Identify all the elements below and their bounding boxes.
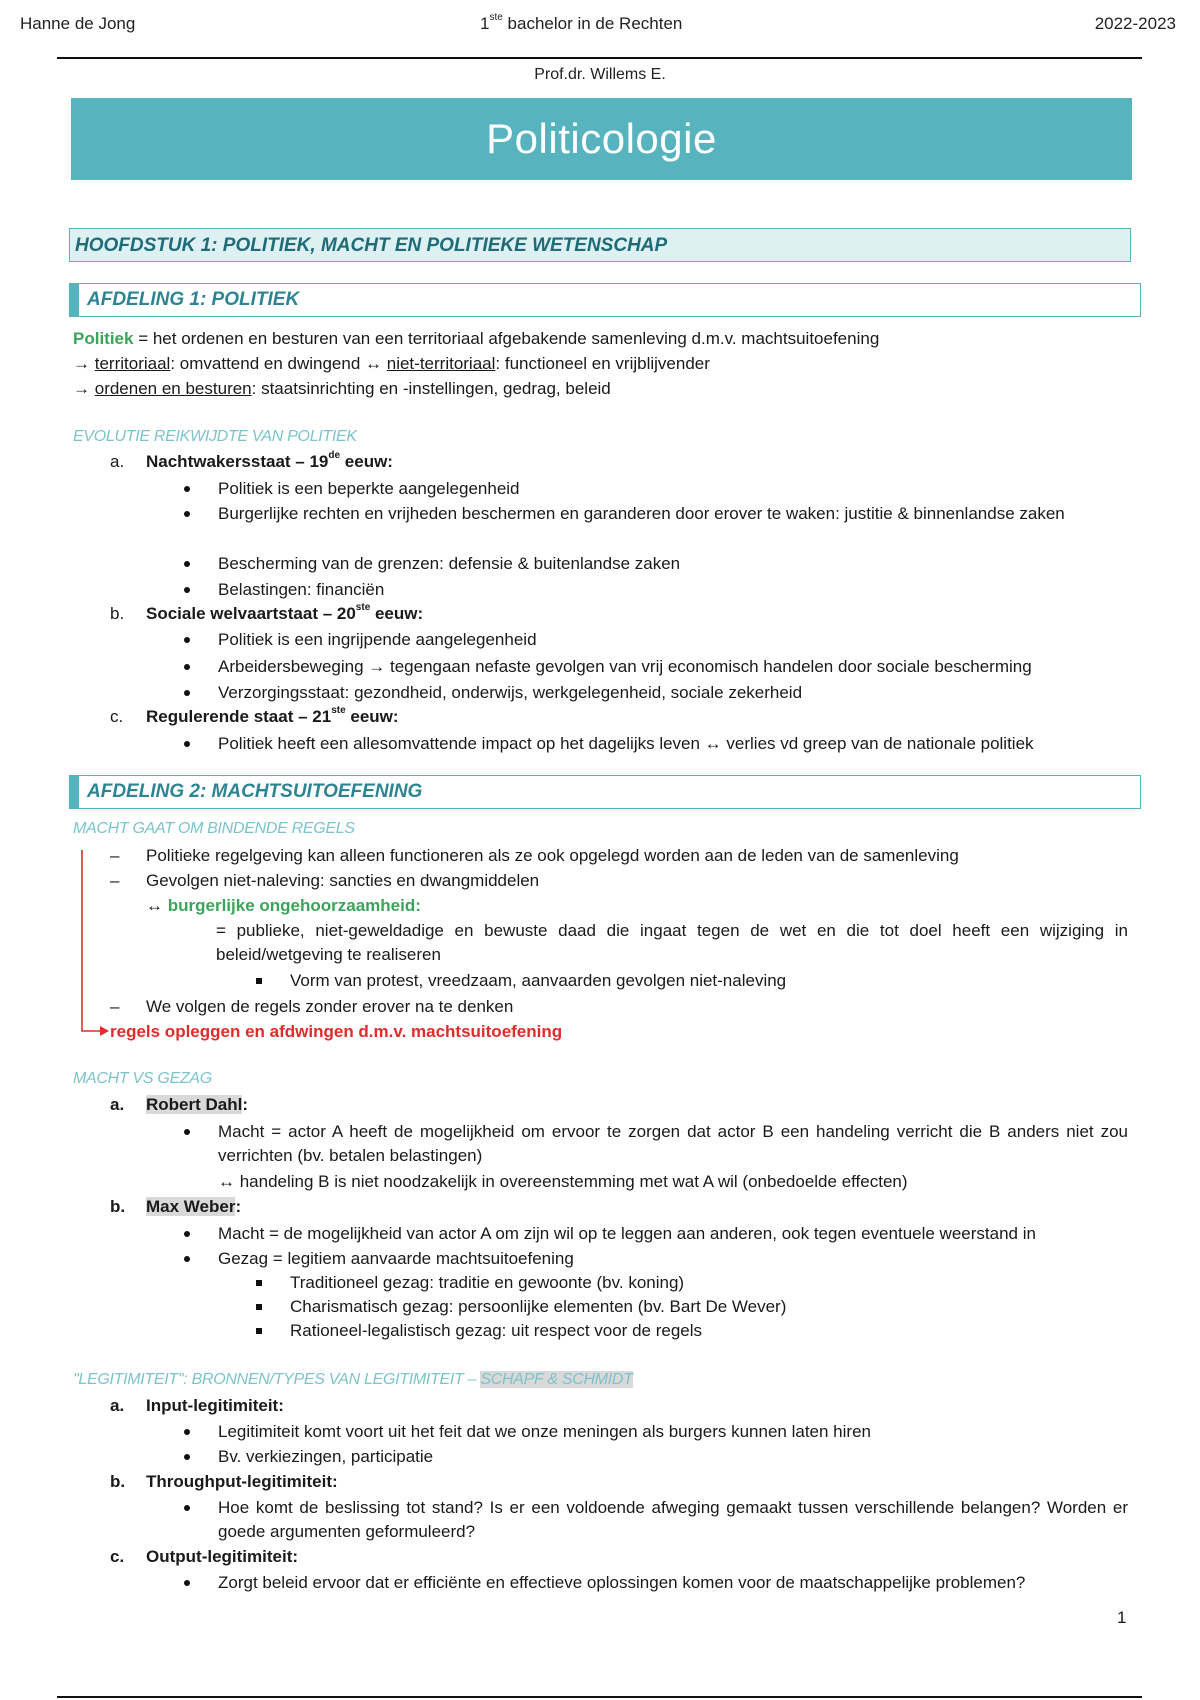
list-title-welvaartstaat: Sociale welvaartstaat – 20ste eeuw:	[146, 602, 424, 623]
footer-rule	[57, 1696, 1142, 1698]
list-item: Arbeidersbeweging → tegengaan nefaste gevolgen van vrij economisch handelen door sociale bescherming	[218, 657, 1032, 676]
civil-disobedience-term: ↔ burgerlijke ongehoorzaamheid:	[146, 896, 421, 915]
list-title-robert-dahl: Robert Dahl:	[146, 1095, 249, 1114]
list-item: Macht = actor A heeft de mogelijkheid om ervoor te zorgen dat actor B een handeling verricht die B anders niet zou verrichten (bv. betalen belastingen)	[218, 1122, 1128, 1165]
header-year: 2022-2023	[1094, 14, 1176, 33]
list-item: Verzorgingsstaat: gezondheid, onderwijs, werkgelegenheid, sociale zekerheid	[218, 683, 803, 702]
list-label-c: c.	[110, 707, 124, 726]
list-item: Gezag = legitiem aanvaarde machtsuitoefening	[218, 1249, 574, 1268]
header-course: 1ste bachelor in de Rechten	[480, 12, 683, 33]
bullet-icon	[184, 511, 190, 517]
bullet-icon	[184, 664, 190, 670]
list-item: Bv. verkiezingen, participatie	[218, 1447, 434, 1466]
list-label-a: a.	[110, 452, 125, 471]
list-item: Macht = de mogelijkheid van actor A om zijn wil op te leggen aan anderen, ook tegen eventuele weerstand in	[218, 1224, 1036, 1243]
list-label-b: b.	[110, 604, 125, 623]
bullet-icon	[184, 637, 190, 643]
list-item: Burgerlijke rechten en vrijheden beschermen en garanderen door erover te waken: justitie & binnenlandse zaken	[218, 504, 1065, 523]
list-item: Traditioneel gezag: traditie en gewoonte (bv. koning)	[290, 1273, 685, 1292]
bullet-icon	[184, 561, 190, 567]
list-item: Politieke regelgeving kan alleen functioneren als ze ook opgelegd worden aan de leden van de samenleving	[146, 846, 959, 865]
definition-politiek: Politiek = het ordenen en besturen van een territoriaal afgebakende samenleving d.m.v. machtsuitoefening	[73, 329, 880, 348]
square-bullet-icon	[256, 1328, 262, 1334]
red-bracket-arrow-icon	[78, 848, 112, 1038]
list-title-regulerende-staat: Regulerende staat – 21ste eeuw:	[146, 705, 399, 726]
header-professor: Prof.dr. Willems E.	[534, 66, 666, 83]
list-item: Hoe komt de beslissing tot stand? Is er een voldoende afweging gemaakt tussen verschillende belangen? Worden er goede argumenten geformuleerd?	[218, 1498, 1128, 1541]
dash-icon: –	[110, 846, 120, 865]
definition-ordenen: → ordenen en besturen: staatsinrichting en -instellingen, gedrag, beleid	[73, 379, 611, 398]
section-heading-afdeling-2: AFDELING 2: MACHTSUITOEFENING	[69, 775, 1141, 809]
bullet-icon	[184, 1429, 190, 1435]
list-item: We volgen de regels zonder erover na te denken	[146, 997, 514, 1016]
list-item: Legitimiteit komt voort uit het feit dat we onze meningen als burgers kunnen laten hiren	[218, 1422, 871, 1441]
bullet-icon	[184, 741, 190, 747]
list-item: Politiek heeft een allesomvattende impact op het dagelijks leven ↔ verlies vd greep van de nationale politiek	[218, 734, 1034, 753]
civil-disobedience-definition: = publieke, niet-geweldadige en bewuste daad die ingaat tegen de wet en die tot doel heeft een wijziging in beleid/wetgeving te realiseren	[216, 921, 1128, 964]
list-item: Rationeel-legalistisch gezag: uit respect voor de regels	[290, 1321, 703, 1340]
bullet-icon	[184, 1231, 190, 1237]
page-number: 1	[1117, 1608, 1127, 1627]
dash-icon: –	[110, 871, 120, 890]
conclusion-text: regels opleggen en afdwingen d.m.v. machtsuitoefening	[110, 1022, 563, 1041]
list-item: Gevolgen niet-naleving: sancties en dwangmiddelen	[146, 871, 540, 890]
list-item: Politiek is een ingrijpende aangelegenheid	[218, 630, 537, 649]
square-bullet-icon	[256, 1304, 262, 1310]
header-rule	[57, 57, 1142, 59]
bullet-icon	[184, 1256, 190, 1262]
subheading-macht-gezag: MACHT VS GEZAG	[73, 1070, 212, 1087]
bullet-icon	[184, 587, 190, 593]
document-title: Politicologie	[71, 98, 1132, 180]
list-title-max-weber: Max Weber:	[146, 1197, 242, 1216]
list-label-b: b.	[110, 1472, 126, 1491]
bullet-icon	[184, 690, 190, 696]
list-item: Belastingen: financiën	[218, 580, 385, 599]
list-item: Charismatisch gezag: persoonlijke elementen (bv. Bart De Wever)	[290, 1297, 787, 1316]
bullet-icon	[184, 1129, 190, 1135]
square-bullet-icon	[256, 1280, 262, 1286]
chapter-heading: HOOFDSTUK 1: POLITIEK, MACHT EN POLITIEKE WETENSCHAP	[69, 228, 1131, 262]
list-label-b: b.	[110, 1197, 126, 1216]
list-title-nachtwakersstaat: Nachtwakersstaat – 19de eeuw:	[146, 450, 393, 471]
list-label-a: a.	[110, 1095, 125, 1114]
dahl-note: ↔ handeling B is niet noodzakelijk in overeenstemming met wat A wil (onbedoelde effecten)	[218, 1172, 908, 1191]
list-item: Bescherming van de grenzen: defensie & buitenlandse zaken	[218, 554, 681, 573]
definition-territoriaal: → territoriaal: omvattend en dwingend ↔ niet-territoriaal: functioneel en vrijblijvender	[73, 354, 710, 373]
bullet-icon	[184, 1505, 190, 1511]
list-title-throughput: Throughput-legitimiteit:	[146, 1472, 338, 1491]
list-title-output: Output-legitimiteit:	[146, 1547, 299, 1566]
section-heading-afdeling-1: AFDELING 1: POLITIEK	[69, 283, 1141, 317]
header-author: Hanne de Jong	[20, 14, 136, 33]
bullet-icon	[184, 1580, 190, 1586]
subheading-legitimiteit: "LEGITIMITEIT": BRONNEN/TYPES VAN LEGITIMITEIT – SCHAPF & SCHMIDT	[73, 1371, 633, 1388]
list-item: Zorgt beleid ervoor dat er efficiënte en effectieve oplossingen komen voor de maatschappelijke problemen?	[218, 1573, 1026, 1592]
subheading-macht-regels: MACHT GAAT OM BINDENDE REGELS	[73, 820, 355, 837]
list-label-c: c.	[110, 1547, 125, 1566]
list-label-a: a.	[110, 1396, 125, 1415]
bullet-icon	[184, 1454, 190, 1460]
square-bullet-icon	[256, 978, 262, 984]
list-item: Politiek is een beperkte aangelegenheid	[218, 479, 520, 498]
bullet-icon	[184, 486, 190, 492]
list-item: Vorm van protest, vreedzaam, aanvaarden gevolgen niet-naleving	[290, 971, 787, 990]
dash-icon: –	[110, 997, 120, 1016]
subheading-evolutie: EVOLUTIE REIKWIJDTE VAN POLITIEK	[73, 428, 357, 445]
list-title-input: Input-legitimiteit:	[146, 1396, 284, 1415]
